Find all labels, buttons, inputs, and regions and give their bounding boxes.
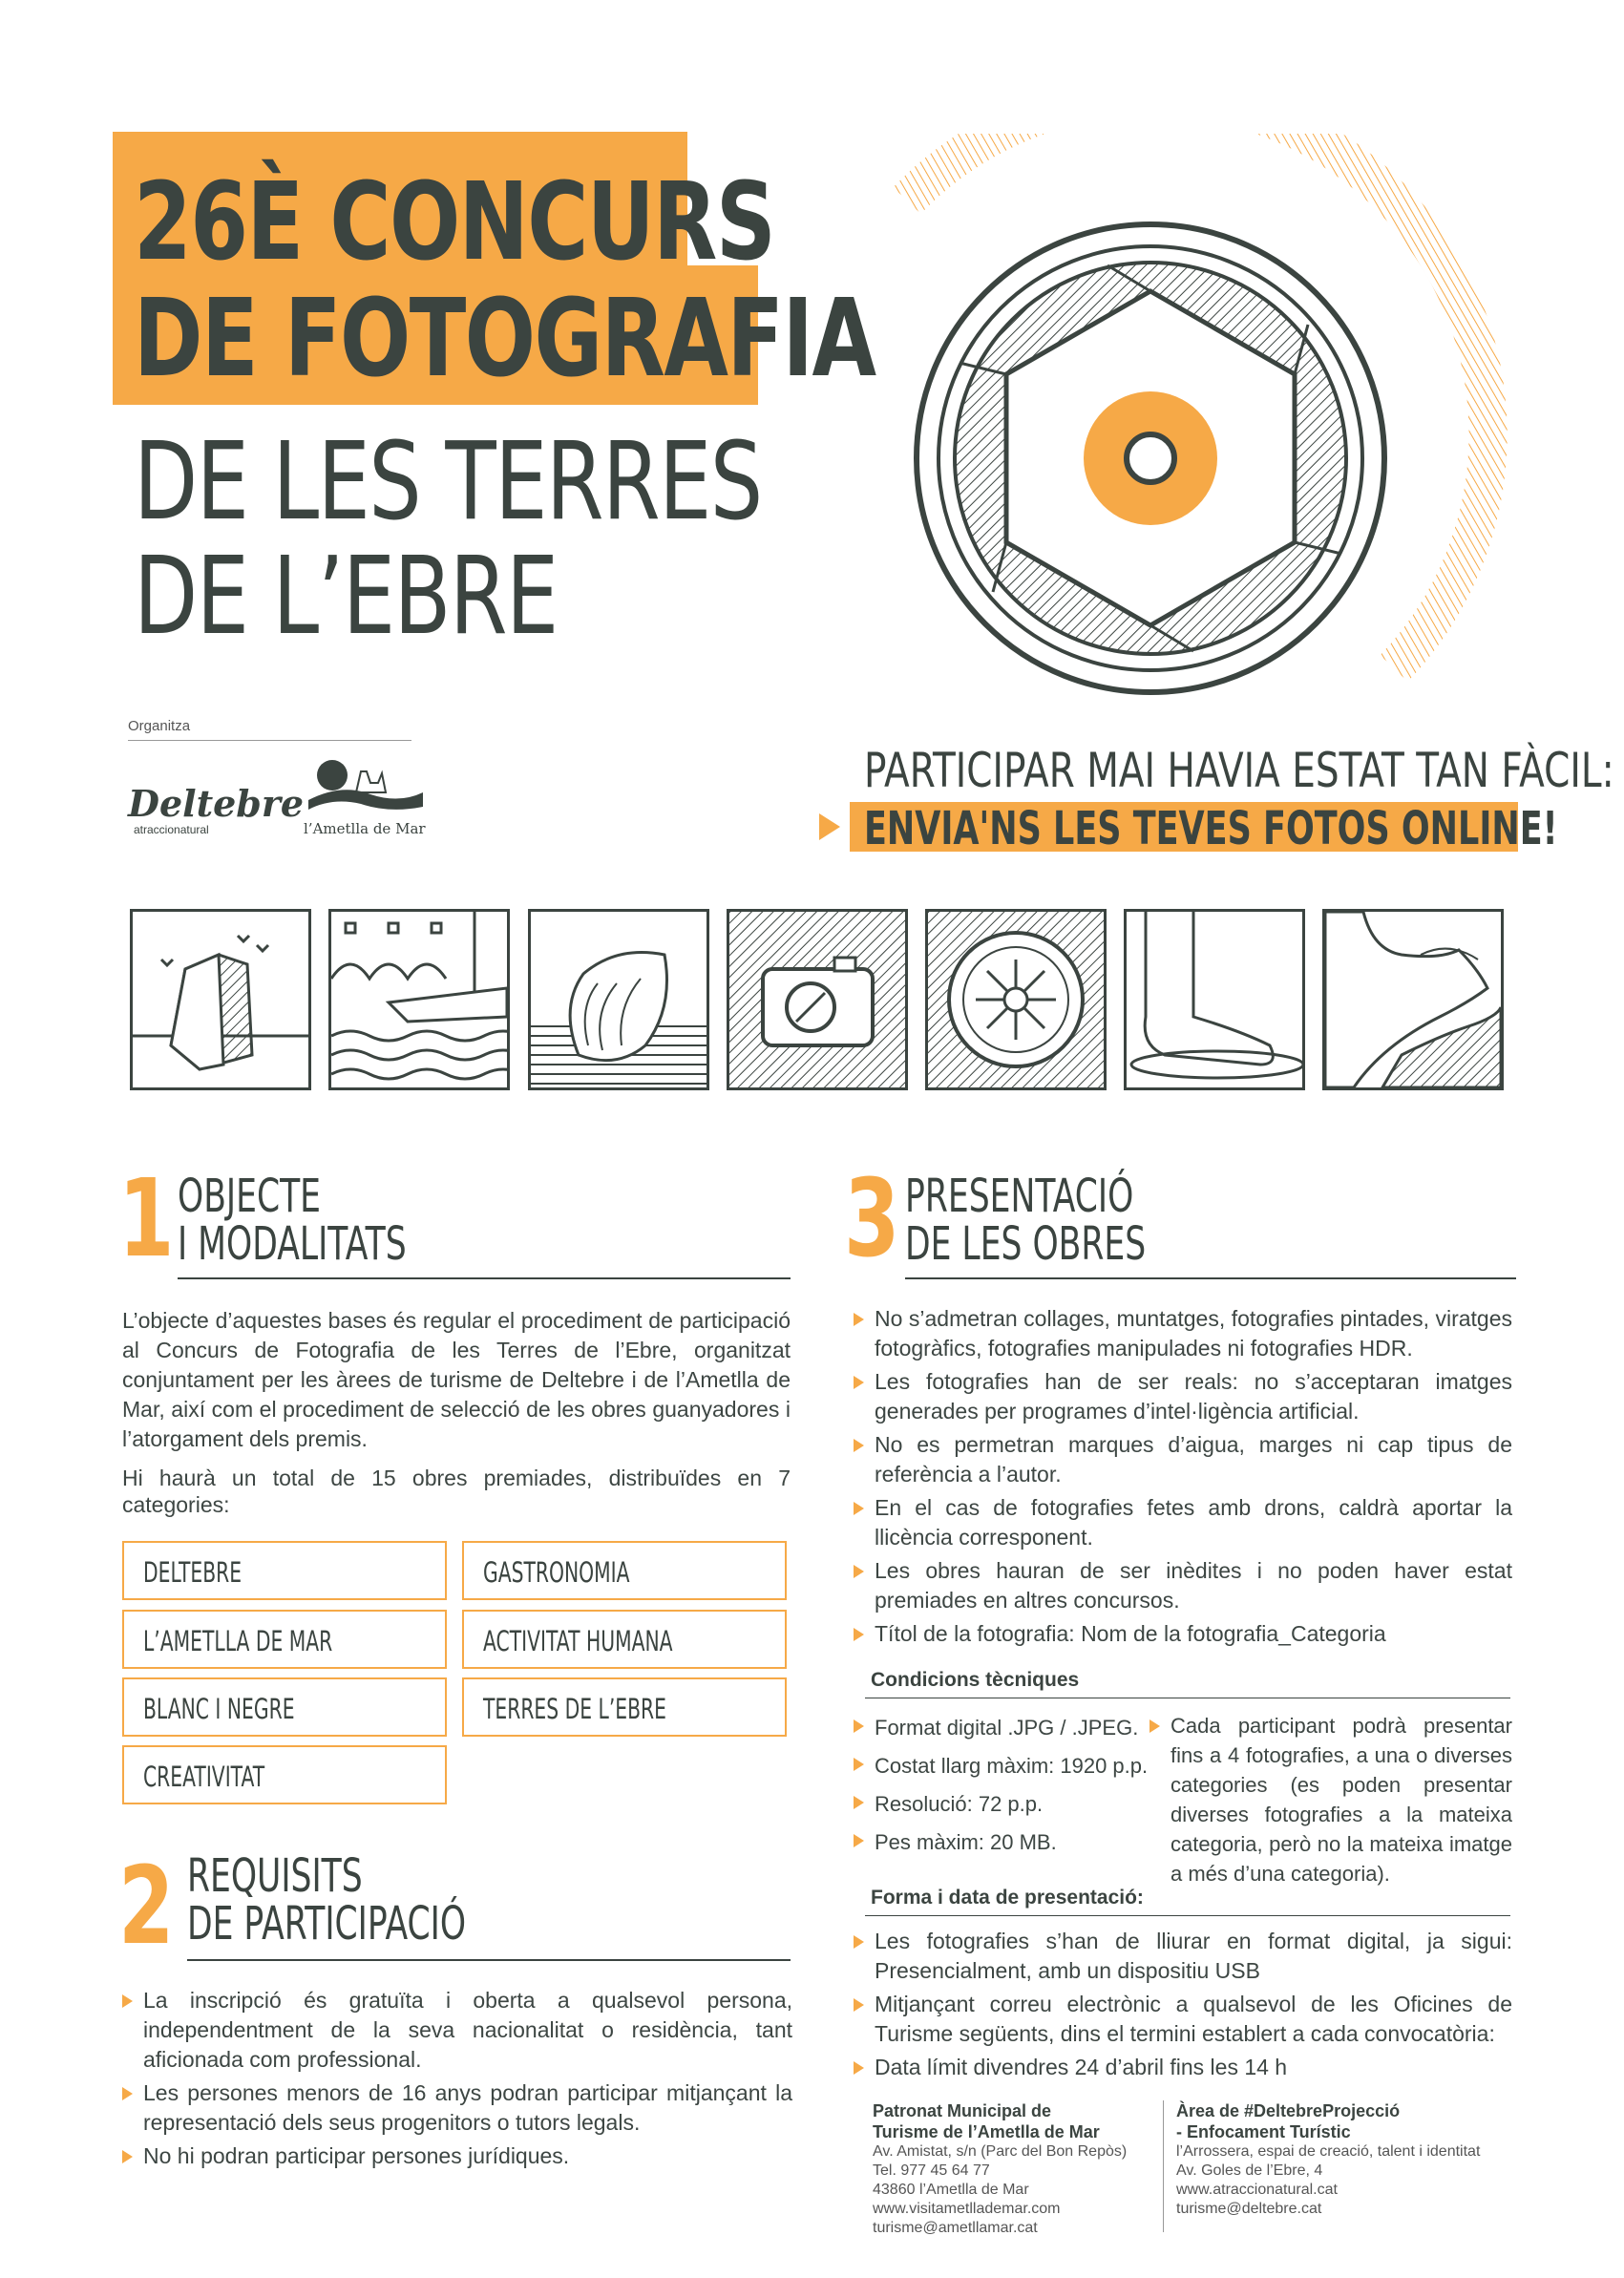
section-1-paragraph-2: Hi haurà un total de 15 obres premiades, distribuïdes en 7 categories:: [122, 1466, 791, 1517]
category-label: DELTEBRE: [143, 1556, 243, 1589]
list-item: No es permetran marques d’aigua, marges ni cap tipus de referència a l’autor.: [854, 1430, 1512, 1489]
submission-heading: Forma i data de presentació:: [871, 1887, 1144, 1909]
list-item: Les persones menors de 16 anys podran participar mitjançant la representació dels seus progenitors o tutors legals.: [122, 2078, 792, 2138]
title-line-2: DE FOTOGRAFIA: [134, 277, 875, 401]
slogan-line-2: ENVIA'NS LES TEVES FOTOS ONLINE!: [864, 802, 1558, 855]
category-ametlla-de-mar: [122, 1610, 447, 1669]
tech-conditions-list: [854, 1711, 1149, 1864]
list-item: Cada participant podrà presentar fins a 4 fotografies, a una o diverses categories (es poden presentar diverses fotografies a la mateixa categoria, però no la mateixa imatge a més d’una categoria).: [1149, 1711, 1512, 1888]
category-creativitat: [122, 1745, 447, 1804]
category-label: ACTIVITAT HUMANA: [483, 1625, 673, 1657]
shell-icon: [528, 909, 709, 1090]
camera-icon: [727, 909, 908, 1090]
category-terres-de-lebre: [462, 1677, 787, 1737]
tower-icon: [130, 909, 311, 1090]
section-1-number: 1: [118, 1157, 175, 1281]
section-2-rule: [187, 1959, 791, 1961]
title-line-3: DE LES TERRES: [134, 420, 762, 544]
contact-deltebre-address-1: l’Arrossera, espai de creació, talent i identitat: [1176, 2143, 1481, 2160]
list-item: Pes màxim: 20 MB.: [854, 1825, 1149, 1860]
ametlla-logo-name: l’Ametlla de Mar: [304, 820, 426, 837]
ametlla-logo-icon: [304, 754, 428, 821]
section-1-rule: [178, 1277, 791, 1279]
deltebre-logo-tag: atraccionatural: [134, 823, 209, 836]
contact-deltebre: [1176, 2100, 1520, 2219]
contact-ametlla-name-1: Patronat Municipal de: [873, 2101, 1052, 2120]
list-item: Resolució: 72 p.p.: [854, 1787, 1149, 1822]
category-label: CREATIVITAT: [143, 1761, 265, 1793]
section-1-paragraph-1: L’objecte d’aquestes bases és regular el procediment de participació al Concurs de Fotografia de les Terres de l’Ebre, organitzat conjuntament per les àrees de turisme de Deltebre i de l’Ametlla de Mar, així com el procediment de selecció de les obres guanyadores i l’atorgament dels premis.: [122, 1308, 791, 1451]
title-line-1: 26È CONCURS: [134, 160, 775, 285]
list-item: Les obres hauran de ser inèdites i no poden haver estat premiades en altres concursos.: [854, 1556, 1512, 1615]
contact-ametlla-address: Av. Amistat, s/n (Parc del Bon Repòs): [873, 2143, 1128, 2160]
contact-divider: [1163, 2100, 1164, 2232]
submission-rule: [865, 1915, 1510, 1916]
list-item: Títol de la fotografia: Nom de la fotografia_Categoria: [854, 1619, 1512, 1649]
contact-deltebre-email[interactable]: turisme@deltebre.cat: [1176, 2201, 1322, 2217]
list-item: La inscripció és gratuïta i oberta a qualsevol persona, independentment de la seva nacionalitat o residència, tant aficionada com professional.: [122, 1986, 792, 2075]
contact-ametlla-web[interactable]: www.visitametllademar.com: [873, 2201, 1061, 2217]
slogan-arrow-icon: [819, 813, 840, 840]
list-item: Data límit divendres 24 d’abril fins les 14 h: [854, 2053, 1512, 2082]
section-3-bullet-list: [854, 1304, 1512, 1653]
submission-bullet-list: [854, 1927, 1512, 2086]
list-item: Costat llarg màxim: 1920 p.p.: [854, 1749, 1149, 1783]
list-item: No s’admetran collages, muntatges, fotografies pintades, viratges fotogràfics, fotografies manipulades ni fotografies HDR.: [854, 1304, 1512, 1363]
category-deltebre: [122, 1541, 447, 1600]
category-label: L’AMETLLA DE MAR: [143, 1625, 333, 1657]
tech-conditions-side-list: [1149, 1711, 1512, 1892]
category-label: TERRES DE L’EBRE: [483, 1693, 666, 1725]
contact-deltebre-web[interactable]: www.atraccionatural.cat: [1176, 2182, 1338, 2198]
category-label: GASTRONOMIA: [483, 1556, 630, 1589]
deltebre-logo-name: Deltebre: [128, 782, 305, 825]
category-blanc-i-negre: [122, 1677, 447, 1737]
section-3-rule: [905, 1277, 1516, 1279]
section-2-heading-line-2: DE PARTICIPACIÓ: [187, 1897, 467, 1951]
list-item: Les fotografies han de ser reals: no s’acceptaran imatges generades per programes d’intel·ligència artificial.: [854, 1367, 1512, 1426]
list-item: Les fotografies s’han de lliurar en format digital, ja sigui: Presencialment, amb un dispositiu USB: [854, 1927, 1512, 1986]
list-item: En el cas de fotografies fetes amb drons, caldrà aportar la llicència corresponent.: [854, 1493, 1512, 1552]
harbour-icon: [328, 909, 510, 1090]
contact-ametlla-email[interactable]: turisme@ametllamar.cat: [873, 2220, 1038, 2236]
tech-conditions-heading: Condicions tècniques: [871, 1669, 1080, 1691]
section-3-heading-line-1: PRESENTACIÓ: [905, 1170, 1134, 1223]
list-item: Format digital .JPG / .JPEG.: [854, 1711, 1149, 1745]
section-2-heading-line-1: REQUISITS: [187, 1849, 363, 1903]
list-item: Mitjançant correu electrònic a qualsevol de les Oficines de Turisme següents, dins el termini establert a cada convocatòria:: [854, 1990, 1512, 2049]
section-1-heading-line-2: I MODALITATS: [178, 1217, 407, 1271]
contact-deltebre-address-2: Av. Goles de l’Ebre, 4: [1176, 2162, 1323, 2179]
list-item: No hi podran participar persones jurídiques.: [122, 2141, 792, 2171]
slogan-line-1: PARTICIPAR MAI HAVIA ESTAT TAN FÀCIL:: [864, 743, 1614, 798]
category-label: BLANC I NEGRE: [143, 1693, 295, 1725]
camera-lens-illustration: [888, 134, 1537, 716]
section-3-heading-line-2: DE LES OBRES: [905, 1217, 1147, 1271]
contact-ametlla-name-2: Turisme de l’Ametlla de Mar: [873, 2122, 1100, 2141]
contact-ametlla-city: 43860 l’Ametlla de Mar: [873, 2182, 1029, 2198]
section-1-heading-line-1: OBJECTE: [178, 1170, 322, 1223]
contact-ametlla-phone: Tel. 977 45 64 77: [873, 2162, 990, 2179]
section-2-bullet-list: [122, 1986, 792, 2175]
foot-icon: [1124, 909, 1305, 1090]
organiza-divider: [128, 740, 411, 741]
deltebre-logo: [128, 782, 305, 836]
section-3-number: 3: [844, 1157, 900, 1281]
contact-ametlla: [873, 2100, 1159, 2238]
organiza-label: Organitza: [128, 718, 191, 734]
contact-deltebre-name-2: - Enfocament Turístic: [1176, 2122, 1351, 2141]
ametlla-logo: [304, 754, 428, 837]
category-gastronomia: [462, 1541, 787, 1600]
coastline-map-icon: [1322, 909, 1504, 1090]
section-2-number: 2: [118, 1845, 175, 1969]
gastronomy-plate-icon: [925, 909, 1107, 1090]
contact-deltebre-name-1: Àrea de #DeltebreProjecció: [1176, 2101, 1401, 2120]
category-activitat-humana: [462, 1610, 787, 1669]
title-line-4: DE L’EBRE: [134, 535, 558, 659]
